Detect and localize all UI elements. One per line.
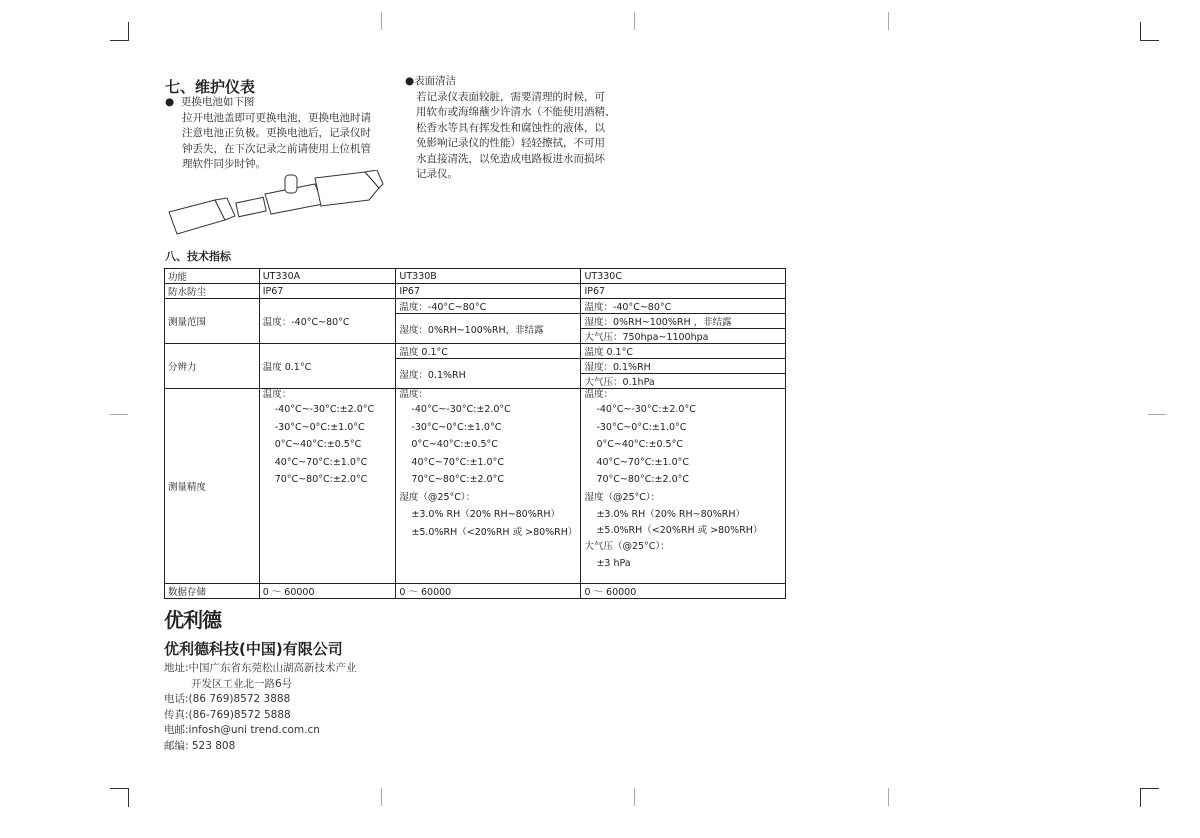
table-cell: 0 ～ 60000: [581, 584, 786, 599]
accuracy-cell-b: [396, 389, 581, 584]
table-cell: IP67: [396, 284, 581, 299]
fold-mark: [110, 414, 128, 415]
paragraph-line: 水直接清洗，以免造成电路板进水而损坏: [416, 152, 605, 165]
paragraph-line: 松香水等具有挥发性和腐蚀性的液体，以: [416, 121, 605, 134]
table-row: [165, 299, 786, 314]
paragraph-line: 记录仪。: [416, 168, 458, 180]
accuracy-cell-a: [259, 389, 396, 584]
accuracy-heading: 湿度（@25°C）：: [399, 491, 476, 503]
paragraph-line: 钟丢失，在下次记录之前请使用上位机管: [182, 142, 371, 155]
table-cell: 分辨力: [165, 344, 260, 389]
crop-mark: [110, 40, 129, 41]
postcode: 邮编: 523 808: [164, 739, 236, 752]
crop-mark: [128, 22, 129, 41]
paragraph-line: 拉开电池盖即可更换电池，更换电池时请: [182, 111, 371, 124]
battery-heading: 更换电池如下图: [180, 96, 255, 108]
address-line: 地址:中国广东省东莞松山湖高新技术产业: [164, 662, 357, 674]
table-cell: 测量范围: [165, 299, 260, 344]
accuracy-heading: 温度：: [584, 389, 613, 400]
table-cell: UT330C: [581, 269, 786, 284]
fold-mark: [888, 788, 889, 806]
paragraph-line: 注意电池正负极。更换电池后，记录仪时: [182, 127, 371, 139]
fold-mark: [634, 788, 635, 806]
fold-mark: [888, 12, 889, 30]
battery-section: [165, 95, 371, 173]
crop-mark: [1140, 40, 1159, 41]
paragraph-line: 免影响记录仪的性能）轻轻擦拭，不可用: [416, 137, 605, 149]
brand-logo: 优利德: [164, 608, 221, 632]
address-line: 开发区工业北一路6号: [191, 677, 293, 690]
fold-mark: [634, 12, 635, 30]
accuracy-line: 70°C~80°C:±2.0°C: [274, 474, 368, 485]
table-cell: 湿度：0%RH~100%RH ，非结露: [581, 314, 786, 329]
table-cell: 湿度：0.1%RH: [581, 359, 786, 374]
table-header-row: [165, 269, 786, 284]
accuracy-heading: 湿度（@25°C）：: [584, 491, 661, 503]
table-row: [165, 344, 786, 359]
cleaning-section: [405, 74, 616, 183]
accuracy-line: -30°C~0°C:±1.0°C: [596, 421, 687, 433]
crop-mark: [1140, 788, 1141, 807]
table-cell: 0 ～ 60000: [396, 584, 581, 599]
fold-mark: [381, 788, 382, 806]
fold-mark: [381, 12, 382, 30]
bullet-icon: ●: [165, 96, 175, 108]
paragraph-line: 理软件同步时钟。: [182, 158, 266, 170]
section-8-title: 八、技术指标: [165, 250, 231, 263]
accuracy-line: -40°C~-30°C:±2.0°C: [274, 404, 375, 415]
table-cell: 温度 0.1°C: [581, 344, 786, 359]
crop-mark: [1140, 788, 1159, 789]
table-cell: 功能: [165, 269, 260, 284]
table-cell: 温度 0.1°C: [259, 344, 396, 389]
accuracy-line: 0°C~40°C:±0.5°C: [411, 439, 498, 450]
table-cell: 数据存储: [165, 584, 260, 599]
accuracy-line: 70°C~80°C:±2.0°C: [596, 474, 689, 485]
table-cell: 防水防尘: [165, 284, 260, 299]
table-cell: 测量精度: [165, 389, 260, 584]
table-cell: 温度：-40°C~80°C: [259, 299, 396, 344]
accuracy-line: -30°C~0°C:±1.0°C: [274, 421, 365, 433]
accuracy-heading: 温度：: [262, 389, 292, 400]
table-cell: 湿度：0.1%RH: [396, 359, 581, 389]
crop-mark: [1140, 22, 1141, 41]
accuracy-line: ±3 hPa: [596, 558, 631, 569]
section-7-title: 七、维护仪表: [165, 78, 256, 96]
table-cell: 0 ～ 60000: [259, 584, 396, 599]
fold-mark: [1148, 414, 1166, 415]
battery-replacement-illustration: [165, 170, 385, 238]
email: 电邮:infosh@uni trend.com.cn: [164, 724, 320, 736]
table-row: [165, 584, 786, 599]
company-name: 优利德科技(中国)有限公司: [164, 640, 343, 658]
spec-table: [164, 268, 786, 599]
table-cell: 温度：-40°C~80°C: [396, 299, 581, 314]
table-cell: 温度 0.1°C: [396, 344, 581, 359]
table-cell: UT330B: [396, 269, 581, 284]
fax: 传真:(86-769)8572 5888: [164, 708, 291, 721]
table-cell: 大气压：750hpa~1100hpa: [581, 329, 786, 344]
accuracy-heading: 温度：: [399, 389, 428, 400]
crop-mark: [128, 788, 129, 807]
accuracy-line: -30°C~0°C:±1.0°C: [411, 421, 502, 433]
crop-mark: [110, 788, 129, 789]
accuracy-line: 40°C~70°C:±1.0°C: [274, 456, 368, 468]
accuracy-line: 70°C~80°C:±2.0°C: [411, 474, 504, 485]
accuracy-line: ±3.0% RH（20% RH~80%RH）: [596, 509, 745, 520]
paragraph-line: 若记录仪表面较脏，需要清理的时候，可: [416, 90, 605, 103]
accuracy-line: ±5.0%RH（<20%RH 或 >80%RH）: [596, 524, 763, 536]
accuracy-line: -40°C~-30°C:±2.0°C: [596, 404, 696, 415]
accuracy-line: 0°C~40°C:±0.5°C: [596, 439, 683, 450]
contact-info: [164, 661, 357, 754]
accuracy-cell-c: [581, 389, 786, 584]
table-cell: 大气压：0.1hPa: [581, 374, 786, 389]
accuracy-line: 40°C~70°C:±1.0°C: [596, 456, 689, 468]
accuracy-line: ±5.0%RH（<20%RH 或 >80%RH）: [411, 526, 578, 538]
bullet-icon: ●: [405, 75, 415, 87]
accuracy-line: -40°C~-30°C:±2.0°C: [411, 404, 511, 415]
cleaning-heading: 表面清洁: [414, 75, 457, 87]
table-cell: IP67: [259, 284, 396, 299]
table-row: [165, 284, 786, 299]
accuracy-line: ±3.0% RH（20% RH~80%RH）: [411, 509, 560, 520]
accuracy-heading: 大气压（@25°C）：: [584, 540, 670, 552]
accuracy-line: 0°C~40°C:±0.5°C: [274, 439, 362, 450]
table-cell: 温度：-40°C~80°C: [581, 299, 786, 314]
table-cell: IP67: [581, 284, 786, 299]
accuracy-line: 40°C~70°C:±1.0°C: [411, 456, 504, 468]
table-row: [165, 389, 786, 584]
table-cell: 湿度：0%RH~100%RH，非结露: [396, 314, 581, 344]
table-cell: UT330A: [259, 269, 396, 284]
paragraph-line: 用软布或海绵蘸少许清水（不能使用酒精、: [416, 106, 616, 118]
phone: 电话:(86 769)8572 3888: [164, 693, 291, 705]
